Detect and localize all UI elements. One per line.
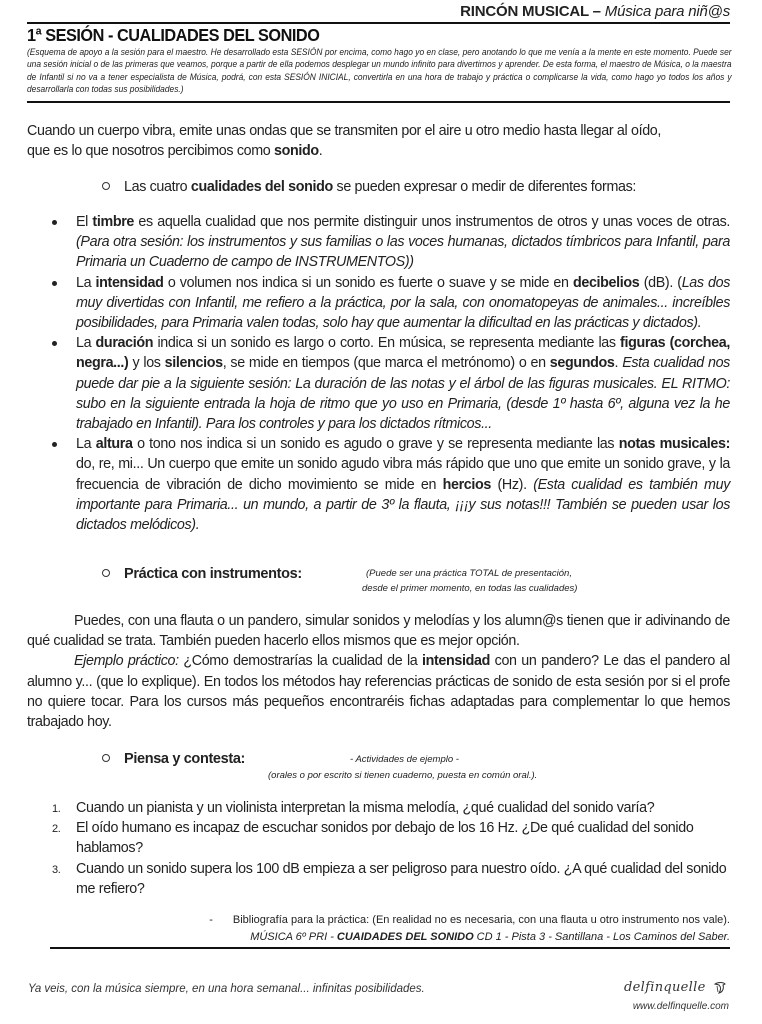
intro-line-2-end: . xyxy=(318,143,323,160)
bullet-icon xyxy=(52,220,57,225)
qualities-heading-pre: Las cuatro xyxy=(124,179,191,195)
item-note: Esta cualidad nos puede dar pie a la siguiente sesión: La duración de las notas y el árbol de las figuras musicales. EL RITMO: subo en la siguiente entrada la hoja de ritmo que yo uso en Primaria, (desde 1º hasta 6º, alguna vez la he trabajado en Infantil). Para los controles y para los dictados rítmicos... xyxy=(76,355,730,433)
term: decibelios xyxy=(572,274,640,291)
qualities-heading-bold: cualidades del sonido xyxy=(190,179,333,195)
brand-name: delfinquelle xyxy=(624,980,706,995)
question-item xyxy=(50,859,730,899)
practice-paragraph-1: Puedes, con una flauta o un pandero, simular sonidos y melodías y los alumn@s tienen que ir adivinando de qué cualidad se trata. También pueden hacerlo ellos mismos que es mejor opción. xyxy=(27,613,730,650)
practice-heading xyxy=(102,564,302,584)
intro-line-1: Cuando un cuerpo vibra, emite unas ondas que se transmiten por el aire u otro medio hasta llegar al oído, xyxy=(27,123,662,139)
bibliography-line-1 xyxy=(209,912,730,929)
item-text: es aquella cualidad que nos permite distinguir unos instrumentos de otros y unas voces de otras. xyxy=(134,214,730,230)
intro-note: (Esquema de apoyo a la sesión para el maestro. He desarrollado esta SESIÓN por encima, como hago yo en clase, pero anotando lo que me venía a la mente en este momento. Puede ser una sesión inicial o de las primeras que veamos, porque a partir de ella podemos desplegar un mundo infinito para divertirnos y aprender. De esta forma, el maestro de Música, o la maestra de Infantil si no va a tener especialista de Música, podrá, con esta SESIÓN INICIAL, convertirla en una hora de trabajo y práctica o complicarse la vida, como hago yo todos los años y desarrollarla con todas sus posibilidades.) xyxy=(27,47,732,95)
item-text: La xyxy=(76,436,96,453)
term: figuras (corchea, negra...) xyxy=(76,335,730,372)
page-title: 1ª SESIÓN - CUALIDADES DEL SONIDO xyxy=(27,25,320,45)
intro-paragraph xyxy=(27,121,747,161)
circle-bullet-icon xyxy=(102,182,110,190)
list-item-timbre xyxy=(50,212,730,273)
term: duración xyxy=(95,335,154,352)
example-label: Ejemplo práctico: xyxy=(74,653,179,670)
think-heading xyxy=(102,749,245,769)
question-text: Cuando un sonido supera los 100 dB empieza a ser peligroso para nuestro oído. ¿A qué cualidad del sonido me refiero? xyxy=(76,860,727,897)
think-note-2: (orales o por escrito si tienen cuaderno, puesta en común oral.). xyxy=(268,770,538,781)
qualities-heading xyxy=(102,177,636,197)
question-text: El oído humano es incapaz de escuchar sonidos por debajo de los 16 Hz. ¿De qué cualidad del sonido hablamos? xyxy=(76,820,694,857)
question-item xyxy=(50,818,730,858)
term: altura xyxy=(95,436,133,453)
item-text: La xyxy=(76,335,96,352)
circle-bullet-icon xyxy=(102,754,110,762)
item-text: , se mide en tiempos (que marca el metrónomo) o en xyxy=(222,355,550,372)
circle-bullet-icon xyxy=(102,569,110,577)
item-text: indica si un sonido es largo o corto. En música, se representa mediante las xyxy=(153,335,621,352)
footer-url[interactable]: www.delfinquelle.com xyxy=(632,1001,729,1012)
item-text: (dB). ( xyxy=(639,274,682,291)
bullet-icon xyxy=(52,341,57,346)
list-item-intensidad xyxy=(50,273,730,334)
item-text: o volumen nos indica si un sonido es fuerte o suave y se mide en xyxy=(163,274,573,291)
practice-note-line-2: desde el primer momento, en todas las cualidades) xyxy=(362,583,578,594)
example-text: ¿Cómo demostrarías la cualidad de la xyxy=(178,653,423,670)
term: hercios xyxy=(442,476,491,493)
footer-brand xyxy=(624,980,727,995)
header-brand: RINCÓN MUSICAL – xyxy=(460,3,601,20)
bibliography-line-2 xyxy=(209,929,730,946)
term: intensidad xyxy=(95,274,164,291)
header-rule xyxy=(27,22,730,24)
questions-list xyxy=(50,798,730,899)
intro-rule xyxy=(27,101,730,103)
question-number: 3. xyxy=(52,863,61,876)
qualities-list xyxy=(50,212,730,535)
practice-title: Práctica con instrumentos: xyxy=(124,566,302,582)
think-note-1: - Actividades de ejemplo - xyxy=(350,754,459,765)
question-number: 1. xyxy=(52,803,61,815)
term: timbre xyxy=(92,214,135,230)
term: silencios xyxy=(164,355,223,372)
term: notas musicales: xyxy=(618,436,730,453)
question-number: 2. xyxy=(52,823,61,836)
example-text: con un pandero? Le das el pandero al alumno y... (que lo explique). En todos los métodos hay referencias prácticas de sonido de esta sesión por si el profe no quiere tocar. Para los cursos más pequeños encontraréis fichas adaptadas para complementar lo que hemos trabajado hoy. xyxy=(27,653,730,731)
practice-body xyxy=(27,611,730,732)
bibliography-details: CD 1 - Pista 3 - Santillana - Los Caminos del Saber. xyxy=(473,931,730,943)
header-title xyxy=(460,3,730,20)
bibliography xyxy=(209,912,730,946)
bibliography-text: Bibliografía para la práctica: (En realidad no es necesaria, con una flauta u otro instrumento nos vale). xyxy=(232,914,730,926)
dolphin-logo-icon xyxy=(713,981,727,995)
item-note: Las dos muy divertidas con Infantil, me refiero a la práctica, por la sala, con onomatopeyas de animales... increíbles posibilidades, para Primaria valen todas, solo hay que aumentar la dificultad en las prácticas y dictados). xyxy=(76,274,731,332)
item-text: o tono nos indica si un sonido es agudo o grave y se representa mediante las xyxy=(132,436,619,453)
item-note: (Esta cualidad es también muy importante para Primaria... un mundo, a partir de 3º la flauta, ¡¡¡y sus notas!!! También se pueden usar los dictados melódicos). xyxy=(76,476,730,534)
item-text: La xyxy=(76,274,96,291)
bibliography-rule xyxy=(50,947,730,949)
question-text: Cuando un pianista y un violinista interpretan la misma melodía, ¿qué cualidad del sonido varía? xyxy=(76,800,655,816)
term: intensidad xyxy=(422,653,491,670)
item-text: y los xyxy=(128,355,165,372)
dash: - xyxy=(209,914,213,926)
practice-note xyxy=(362,566,577,596)
header-subtitle: Música para niñ@s xyxy=(604,3,730,20)
bibliography-title: CUAIDADES DEL SONIDO xyxy=(336,931,474,943)
bullet-icon xyxy=(52,442,57,447)
item-text: El xyxy=(76,214,93,230)
item-note: (Para otra sesión: los instrumentos y sus familias o las voces humanas, dictados tímbricos para Infantil, para Primaria un Cuaderno de campo de INSTRUMENTOS)) xyxy=(76,234,730,271)
item-text: . xyxy=(614,355,623,372)
item-text: do, re, mi... Un cuerpo que emite un sonido agudo vibra más rápido que uno que emite un sonido grave, y la frecuencia de vibración de dicho movimiento se mide en xyxy=(76,456,730,493)
question-item xyxy=(50,798,730,818)
practice-paragraph-2 xyxy=(27,651,730,732)
think-title: Piensa y contesta: xyxy=(124,751,246,767)
qualities-heading-post: se pueden expresar o medir de diferentes formas: xyxy=(332,179,637,195)
term: segundos xyxy=(549,355,615,372)
sound-term: sonido xyxy=(274,143,319,160)
item-text: (Hz). xyxy=(490,476,534,493)
bullet-icon xyxy=(52,281,57,286)
practice-note-line-1: (Puede ser una práctica TOTAL de presentación, xyxy=(366,568,572,579)
footer-note: Ya veis, con la música siempre, en una hora semanal... infinitas posibilidades. xyxy=(28,983,425,995)
list-item-duracion xyxy=(50,333,730,434)
bibliography-source: MÚSICA 6º PRI - xyxy=(250,931,337,943)
list-item-altura xyxy=(50,434,730,535)
intro-line-2: que es lo que nosotros percibimos como xyxy=(27,143,275,160)
